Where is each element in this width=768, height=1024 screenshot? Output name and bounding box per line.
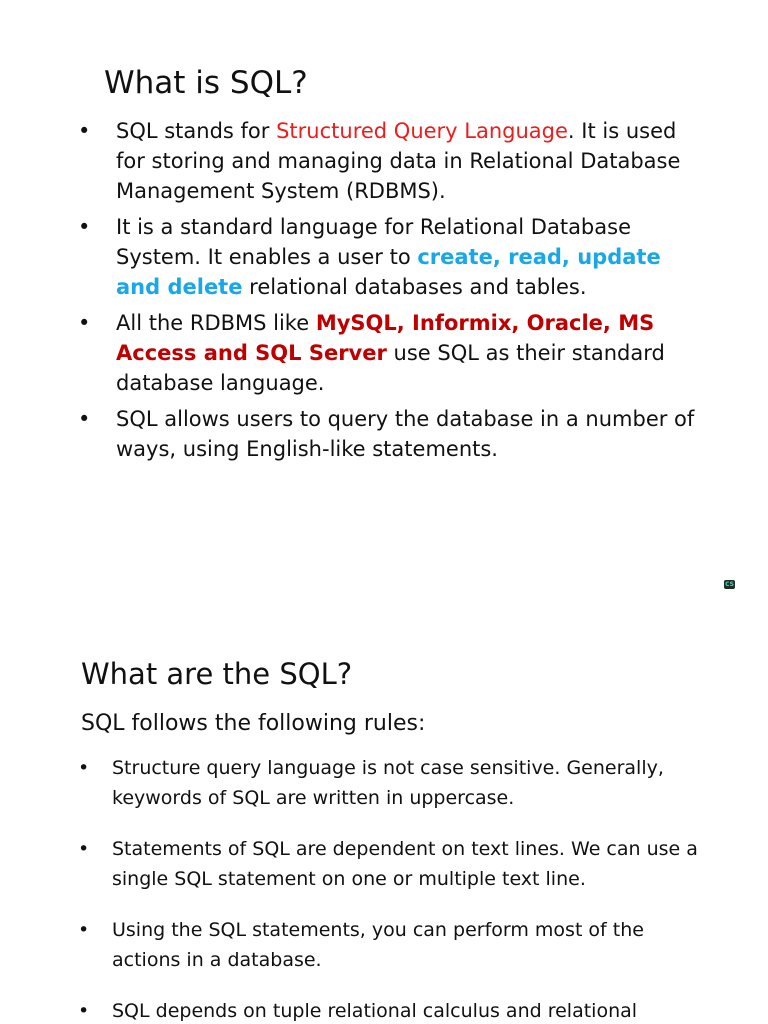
bullet-icon: •	[78, 757, 90, 779]
list-item	[78, 308, 698, 398]
slide-subtitle: SQL follows the following rules:	[81, 711, 426, 736]
bullet-text: Structure query language is not case sensitive. Generally, keywords of SQL are written in uppercase.	[112, 757, 664, 809]
slide-what-are-the-sql	[0, 620, 768, 1024]
list-item	[78, 996, 708, 1024]
bullet-list	[78, 116, 698, 470]
bullet-icon: •	[78, 215, 91, 239]
list-item	[78, 404, 698, 464]
slide-title: What is SQL?	[104, 65, 308, 101]
bullet-text: All the RDBMS like	[116, 311, 316, 335]
bullet-list	[78, 753, 708, 1024]
highlight-text: create, read, update and delete	[116, 245, 661, 299]
list-item	[78, 834, 708, 894]
bullet-icon: •	[78, 119, 91, 143]
list-item	[78, 116, 698, 206]
bullet-icon: •	[78, 311, 91, 335]
bullet-text: . It is used for storing and managing data in Relational Database Management System (RDBMS).	[116, 119, 681, 203]
bullet-icon: •	[78, 838, 90, 860]
list-item	[78, 753, 708, 813]
bullet-text: Using the SQL statements, you can perform most of the actions in a database.	[112, 919, 644, 971]
slide-title: What are the SQL?	[81, 657, 353, 691]
bullet-text: SQL allows users to query the database in a number of ways, using English-like statements.	[116, 407, 695, 461]
highlight-text: Structured Query Language	[276, 119, 568, 143]
bullet-icon: •	[78, 919, 90, 941]
bullet-text: SQL stands for	[116, 119, 277, 143]
list-item	[78, 915, 708, 975]
camscanner-badge-icon: CS	[725, 581, 734, 588]
bullet-text: SQL depends on tuple relational calculus and relational	[112, 1000, 638, 1022]
bullet-icon: •	[78, 407, 91, 431]
bullet-text: Statements of SQL are dependent on text lines. We can use a single SQL statement on one or multiple text line.	[112, 838, 698, 890]
list-item	[78, 212, 698, 302]
bullet-text: It is a standard language for Relational Database System. It enables a user to	[116, 215, 631, 269]
bullet-text: use SQL as their standard database language.	[116, 341, 665, 395]
bullet-text: relational databases and tables.	[242, 275, 587, 299]
bullet-icon: •	[78, 1000, 90, 1022]
highlight-text: MySQL, Informix, Oracle, MS Access and SQL Server	[116, 311, 655, 365]
